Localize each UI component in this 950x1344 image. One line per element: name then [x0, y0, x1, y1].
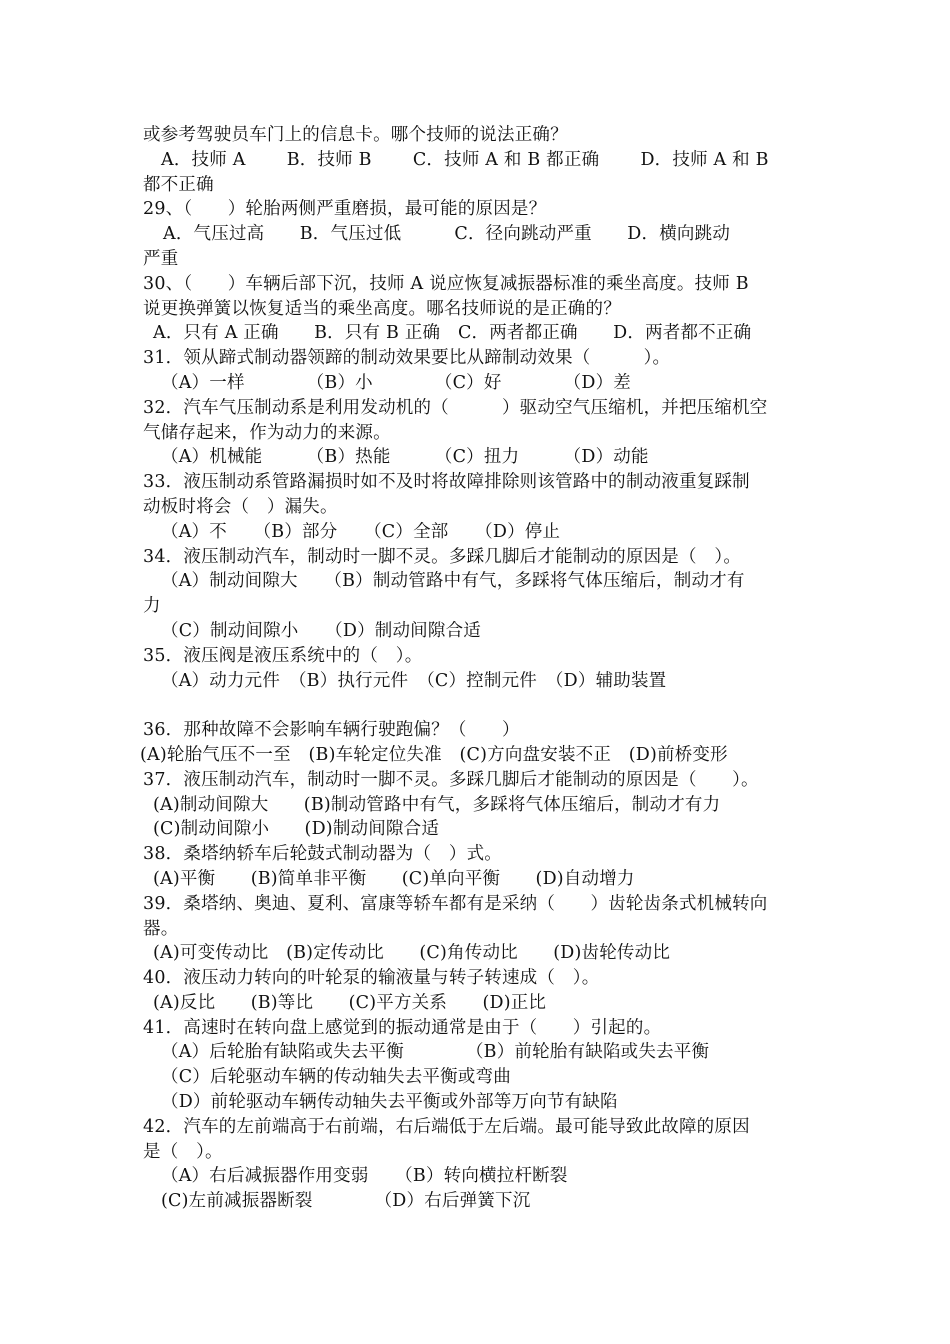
question-42: 42．汽车的左前端高于右前端，右后端低于左后端。最可能导致此故障的原因 [143, 1116, 750, 1137]
answer-options: （C）制动间隙小 （D）制动间隙合适 [161, 620, 481, 641]
question-29: 29、（ ）轮胎两侧严重磨损，最可能的原因是？ [143, 199, 547, 220]
answer-options: （A）一样 （B）小 （C）好 （D）差 [161, 372, 631, 393]
answer-options: （A）制动间隙大 （B）制动管路中有气，多踩将气体压缩后，制动才有 [161, 571, 745, 592]
question-41: 41．高速时在转向盘上感觉到的振动通常是由于（ ）引起的。 [143, 1017, 662, 1038]
question-40: 40．液压动力转向的叶轮泵的输液量与转子转速成（ ）。 [143, 968, 600, 989]
text-line: 动板时将会（ ）漏失。 [143, 496, 338, 517]
question-33: 33．液压制动系管路漏损时如不及时将故障排除则该管路中的制动液重复踩制 [143, 472, 750, 493]
answer-options: (C)左前减振器断裂 （D）右后弹簧下沉 [161, 1191, 531, 1212]
text-line: 气储存起来，作为动力的来源。 [143, 422, 391, 443]
answer-options: A．只有 A 正确 B．只有 B 正确 C．两者都正确 D．两者都不正确 [153, 323, 752, 344]
answer-options: （A）不 （B）部分 （C）全部 （D）停止 [161, 521, 561, 542]
question-37: 37．液压制动汽车，制动时一脚不灵。多踩几脚后才能制动的原因是（ ）。 [143, 769, 759, 790]
question-35: 35．液压阀是液压系统中的（ ）。 [143, 645, 423, 666]
answer-options: (A)可变传动比 (B)定传动比 (C)角传动比 (D)齿轮传动比 [153, 943, 671, 964]
question-38: 38．桑塔纳轿车后轮鼓式制动器为（ ）式。 [143, 844, 502, 865]
question-32: 32．汽车气压制动系是利用发动机的（ ）驱动空气压缩机，并把压缩机空 [143, 397, 768, 418]
answer-options: （A）动力元件 （B）执行元件 （C）控制元件 （D）辅助装置 [161, 670, 667, 691]
answer-options: (A)平衡 (B)简单非平衡 (C)单向平衡 (D)自动增力 [153, 868, 635, 889]
answer-options: （A）右后减振器作用变弱 （B）转向横拉杆断裂 [161, 1166, 568, 1187]
answer-options: A．技师 A B．技师 B C．技师 A 和 B 都正确 D．技师 A 和 B [161, 149, 769, 170]
question-34: 34．液压制动汽车，制动时一脚不灵。多踩几脚后才能制动的原因是（ ）。 [143, 546, 742, 567]
answer-options: (A)反比 (B)等比 (C)平方关系 (D)正比 [153, 992, 547, 1013]
answer-options: (A)制动间隙大 (B)制动管路中有气，多踩将气体压缩后，制动才有力 [153, 794, 721, 815]
question-39: 39．桑塔纳、奥迪、夏利、富康等轿车都有是采纳（ ）齿轮齿条式机械转向 [143, 893, 768, 914]
text-line: 严重 [143, 248, 179, 269]
answer-options: （C）后轮驱动车辆的传动轴失去平衡或弯曲 [161, 1067, 511, 1088]
answer-options: （D）前轮驱动车辆传动轴失去平衡或外部等万向节有缺陷 [161, 1092, 618, 1113]
answer-options: (A)轮胎气压不一至 (B)车轮定位失准 (C)方向盘安装不正 (D)前桥变形 [140, 744, 728, 765]
text-line: 力 [143, 596, 161, 617]
document-body [140, 123, 807, 1214]
answer-options: A．气压过高 B．气压过低 C．径向跳动严重 D．横向跳动 [163, 224, 731, 245]
answer-options: (C)制动间隙小 (D)制动间隙合适 [153, 819, 440, 840]
text-line: 或参考驾驶员车门上的信息卡。哪个技师的说法正确？ [143, 125, 568, 145]
text-line: 器。 [143, 918, 179, 939]
text-line: 都不正确 [143, 174, 214, 195]
answer-options: （A）后轮胎有缺陷或失去平衡 （B）前轮胎有缺陷或失去平衡 [161, 1042, 710, 1063]
question-31: 31．领从蹄式制动器领蹄的制动效果要比从蹄制动效果（ ）。 [143, 348, 671, 369]
blank-line [143, 693, 807, 718]
question-36: 36．那种故障不会影响车辆行驶跑偏？（ ） [143, 720, 520, 741]
text-line: 说更换弹簧以恢复适当的乘坐高度。哪名技师说的是正确的？ [143, 298, 621, 319]
answer-options: （A）机械能 （B）热能 （C）扭力 （D）动能 [161, 447, 649, 468]
question-30: 30、（ ）车辆后部下沉，技师 A 说应恢复减振器标准的乘坐高度。技师 B [143, 273, 749, 294]
text-line: 是（ ）。 [143, 1141, 223, 1162]
